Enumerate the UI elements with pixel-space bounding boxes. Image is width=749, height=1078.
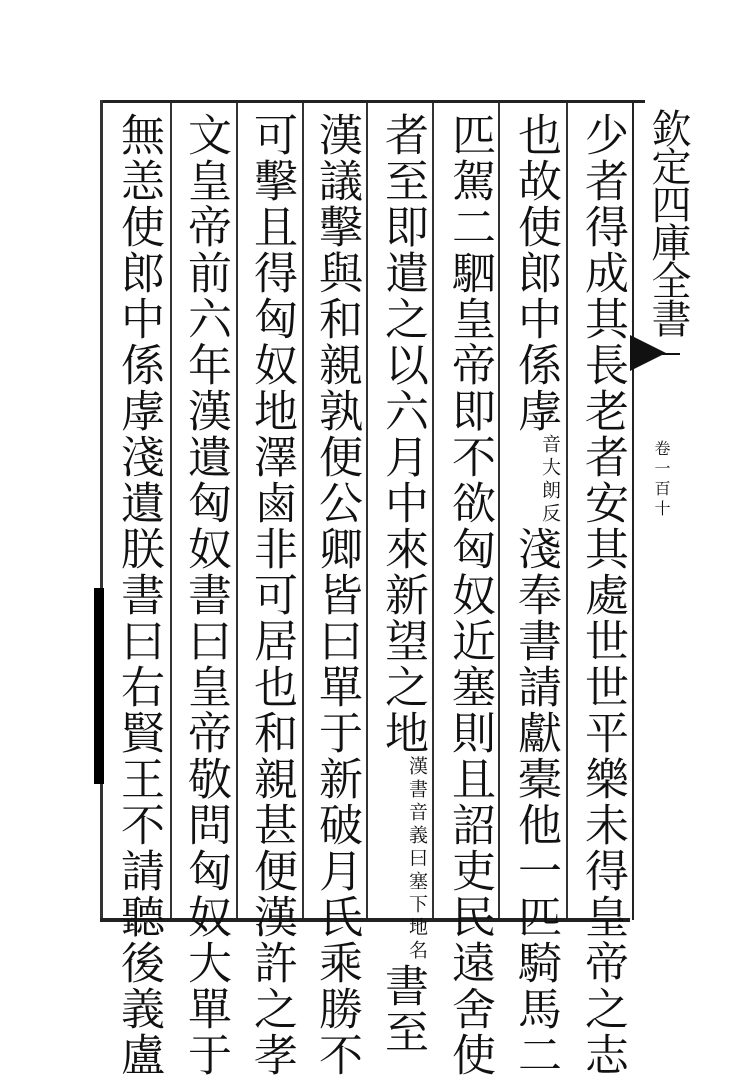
column-text-after: 書至	[377, 963, 428, 1055]
column-rule	[236, 103, 238, 918]
column-text: 匹駕二駟皇帝即不欲匈奴近塞則且詔吏民遠舍使	[444, 112, 495, 1078]
text-column-4	[372, 112, 432, 1055]
column-rule	[170, 103, 172, 918]
frame-left-border	[100, 100, 103, 920]
column-text: 漢議擊與和親孰便公卿皆曰單于新破月氏乘勝不	[311, 112, 362, 1078]
text-column-8	[108, 112, 168, 1078]
column-text: 無恙使郎中係虖淺遺朕書曰右賢王不請聽後義盧	[113, 112, 164, 1078]
frame-right-border	[632, 100, 634, 920]
column-note: 漢書音義曰塞下地名	[406, 756, 428, 963]
text-column-5	[306, 112, 366, 1078]
column-rule	[302, 103, 304, 918]
text-column-2	[505, 112, 565, 1078]
margin-volume: 卷一百十	[652, 440, 671, 520]
column-text: 少者得成其長老者安其處世世平樂未得皇帝之志	[577, 112, 628, 1078]
column-text: 可擊且得匈奴地澤鹵非可居也和親甚便漢許之孝	[246, 112, 297, 1078]
column-rule	[432, 103, 434, 918]
frame-left-thick-bar	[94, 588, 104, 784]
text-column-1	[572, 112, 632, 1078]
fish-tail-line	[640, 353, 680, 355]
column-note: 音大朗反	[539, 434, 561, 526]
text-column-7	[175, 112, 235, 1078]
column-rule	[566, 103, 568, 918]
column-text: 者至即遣之以六月中來新望之地	[377, 112, 428, 756]
column-text-after: 淺奉書請獻橐他一匹騎馬二	[510, 526, 561, 1078]
text-column-3	[439, 112, 499, 1078]
column-text: 文皇帝前六年漢遺匈奴書曰皇帝敬問匈奴大單于	[180, 112, 231, 1078]
column-rule	[366, 103, 368, 918]
column-text: 也故使郎中係虖	[510, 112, 561, 434]
frame-top-border	[100, 100, 645, 103]
text-column-6	[241, 112, 301, 1078]
margin-title: 欽定四庫全書	[645, 108, 691, 336]
